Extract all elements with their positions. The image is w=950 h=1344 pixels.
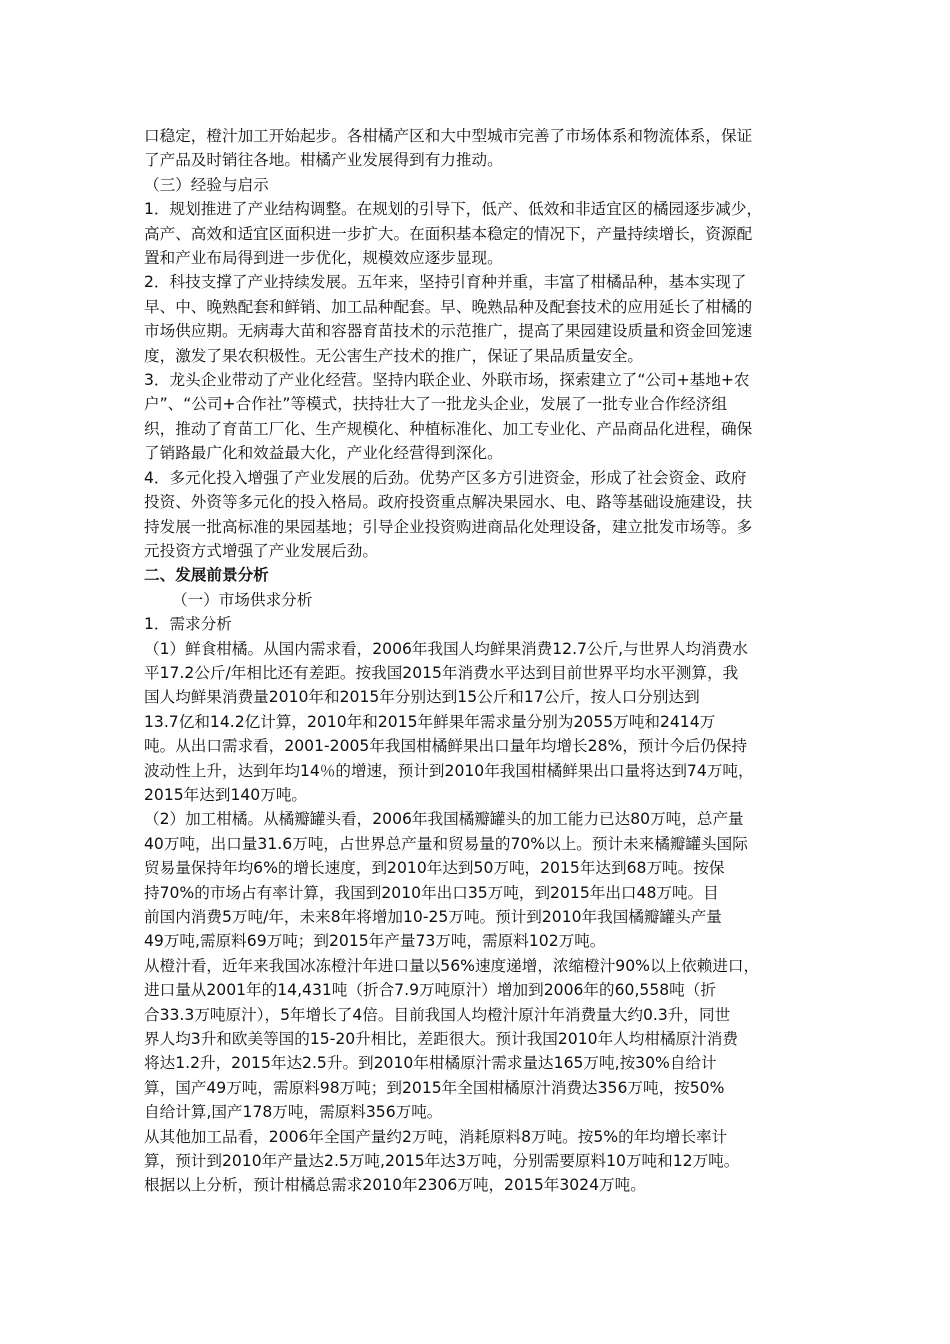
text-line: 贸易量保持年均6%的增长速度，到2010年达到50万吨，2015年达到68万吨。按保 [144,859,725,878]
text-line: 合33.3万吨原汁），5年增长了4倍。目前我国人均橙汁原汁年消费量大约0.3升，同世 [144,1005,731,1024]
text-line: （三）经验与启示 [144,175,269,194]
text-line: （2）加工柑橘。从橘瓣罐头看，2006年我国橘瓣罐头的加工能力已达80万吨，总产量 [144,810,744,829]
text-line: （一）市场供求分析 [172,590,313,609]
text-line: 根据以上分析，预计柑橘总需求2010年2306万吨，2015年3024万吨。 [144,1176,646,1195]
text-line: 算，国产49万吨，需原料98万吨；到2015年全国柑橘原汁消费达356万吨，按50% [144,1078,725,1097]
text-line: 早、中、晚熟配套和鲜销、加工品种配套。早、晚熟品种及配套技术的应用延长了柑橘的 [144,297,753,316]
text-line: 置和产业布局得到进一步优化，规模效应逐步显现。 [144,249,503,268]
text-line: 1．需求分析 [144,615,232,634]
section-heading: 二、发展前景分析 [144,566,269,585]
text-line: 49万吨,需原料69万吨；到2015年产量73万吨，需原料102万吨。 [144,932,606,951]
text-line: 高产、高效和适宜区面积进一步扩大。在面积基本稳定的情况下，产量持续增长，资源配 [144,224,753,243]
text-line: 从其他加工品看，2006年全国产量约2万吨，消耗原料8万吨。按5%的年均增长率计 [144,1127,728,1146]
text-line: 3．龙头企业带动了产业化经营。坚持内联企业、外联市场，探索建立了“公司+基地+农 [144,371,750,390]
text-line: 户”、“公司+合作社”等模式，扶持壮大了一批龙头企业，发展了一批专业合作经济组 [144,395,728,414]
text-line: 投资、外资等多元化的投入格局。政府投资重点解决果园水、电、路等基础设施建设，扶 [144,493,753,512]
text-line: 将达1.2升，2015年达2.5升。到2010年柑橘原汁需求量达165万吨,按30%自给计 [144,1054,717,1073]
text-line: 持70%的市场占有率计算，我国到2010年出口35万吨，到2015年出口48万吨。目 [144,883,719,902]
document-page [144,124,814,1198]
text-line: 持发展一批高标准的果园基地；引导企业投资购进商品化处理设备，建立批发市场等。多 [144,517,753,536]
text-line: 自给计算,国产178万吨，需原料356万吨。 [144,1103,443,1122]
text-line: 国人均鲜果消费量2010年和2015年分别达到15公斤和17公斤，按人口分别达到 [144,688,700,707]
text-line: 界人均3升和欧美等国的15-20升相比，差距很大。预计我国2010年人均柑橘原汁消费 [144,1030,738,1049]
text-line: 2．科技支撑了产业持续发展。五年来，坚持引育种并重，丰富了柑橘品种，基本实现了 [144,273,747,292]
text-line: 平17.2公斤/年相比还有差距。按我国2015年消费水平达到目前世界平均水平测算，我 [144,663,739,682]
text-line: 元投资方式增强了产业发展后劲。 [144,541,378,560]
text-line: 进口量从2001年的14,431吨（折合7.9万吨原汁）增加到2006年的60,558吨（折 [144,981,716,1000]
text-line: 织，推动了育苗工厂化、生产规模化、种植标准化、加工专业化、产品商品化进程，确保 [144,419,753,438]
text-line: 2015年达到140万吨。 [144,785,308,804]
text-line: 波动性上升，达到年均14％的增速，预计到2010年我国柑橘鲜果出口量将达到74万吨， [144,761,754,780]
text-line: （1）鲜食柑橘。从国内需求看，2006年我国人均鲜果消费12.7公斤,与世界人均消费水 [144,639,748,658]
text-line: 从橙汁看，近年来我国冰冻橙汁年进口量以56%速度递增，浓缩橙汁90%以上依赖进口， [144,956,760,975]
text-line: 前国内消费5万吨/年，未来8年将增加10-25万吨。预计到2010年我国橘瓣罐头产量 [144,908,722,926]
text-line: 1．规划推进了产业结构调整。在规划的引导下，低产、低效和非适宜区的橘园逐步减少， [144,200,763,219]
text-line: 了产品及时销往各地。柑橘产业发展得到有力推动。 [144,151,503,170]
text-line: 40万吨，出口量31.6万吨，占世界总产量和贸易量的70%以上。预计未来橘瓣罐头国际 [144,834,748,853]
text-line: 度，激发了果农积极性。无公害生产技术的推广，保证了果品质量安全。 [144,346,644,365]
text-line: 13.7亿和14.2亿计算，2010年和2015年鲜果年需求量分别为2055万吨和2414万 [144,712,716,731]
text-line: 算，预计到2010年产量达2.5万吨,2015年达3万吨，分别需要原料10万吨和12万吨。 [144,1152,740,1171]
text-line: 4．多元化投入增强了产业发展的后劲。优势产区多方引进资金，形成了社会资金、政府 [144,468,747,487]
text-line: 市场供应期。无病毒大苗和容器育苗技术的示范推广，提高了果园建设质量和资金回笼速 [144,322,753,341]
text-line: 口稳定，橙汁加工开始起步。各柑橘产区和大中型城市完善了市场体系和物流体系，保证 [144,127,753,145]
text-line: 了销路最广化和效益最大化，产业化经营得到深化。 [144,444,503,463]
text-line: 吨。从出口需求看，2001-2005年我国柑橘鲜果出口量年均增长28%，预计今后仍保持 [144,737,748,756]
